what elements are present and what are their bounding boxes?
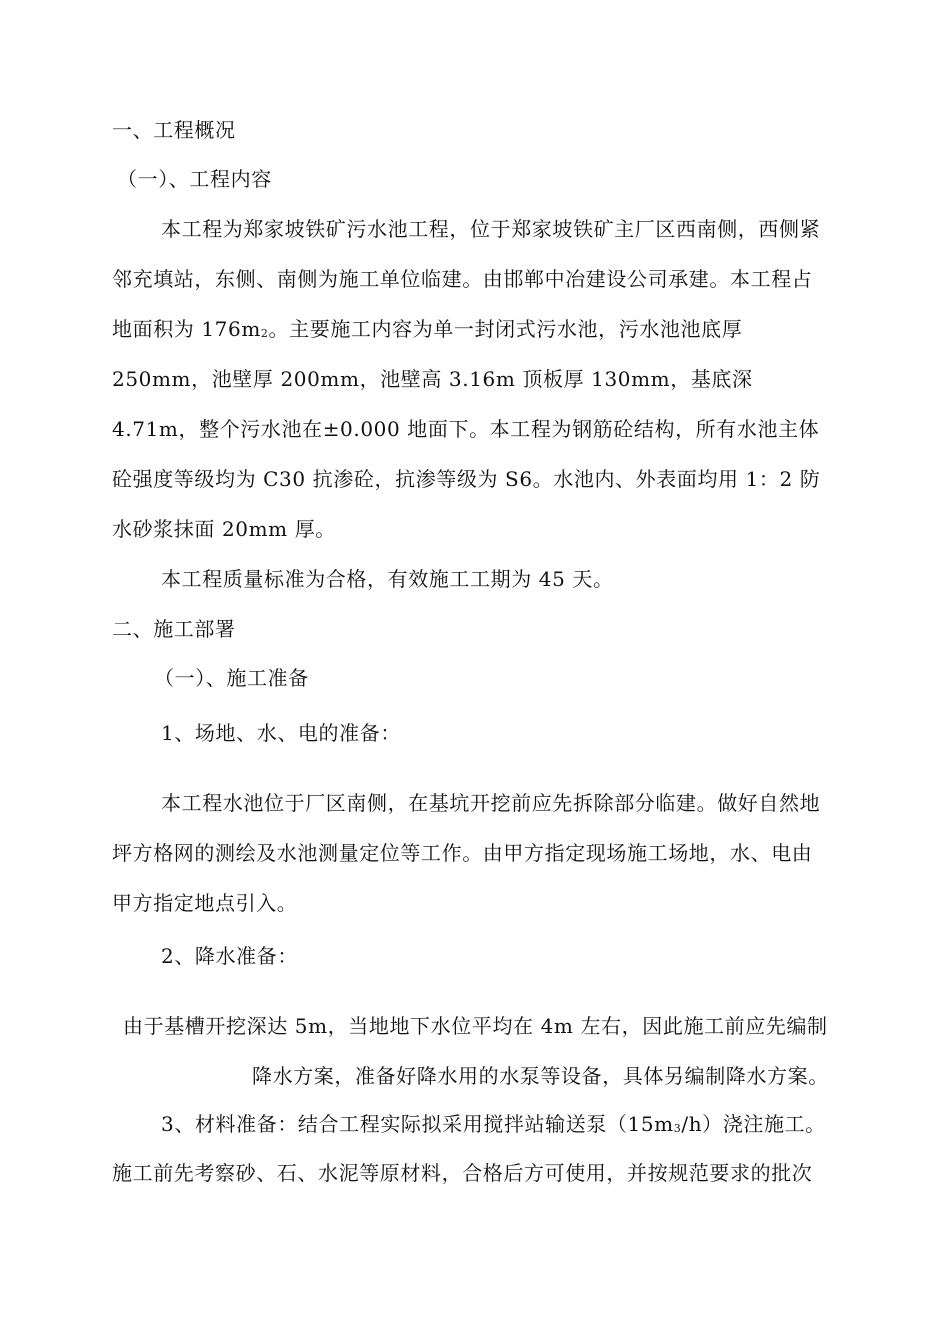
paragraph-line: 水砂浆抹面 20mm 厚。 [112, 517, 336, 541]
subsection-heading-1-1: （一）、工程内容 [117, 167, 272, 191]
section-heading-1: 一、工程概况 [112, 118, 236, 142]
paragraph-line: 邻充填站，东侧、南侧为施工单位临建。由邯郸中冶建设公司承建。本工程占 [112, 267, 813, 291]
paragraph-line [112, 316, 742, 342]
text-run: 3、材料准备：结合工程实际拟采用搅拌站输送泵（15m [161, 1112, 674, 1136]
text-run: 。主要施工内容为单一封闭式污水池，污水池池底厚 [268, 317, 743, 341]
subscript: 3 [673, 1122, 682, 1135]
paragraph-line: 坪方格网的测绘及水池测量定位等工作。由甲方指定现场施工场地，水、电由 [112, 841, 813, 865]
text-run: 地面积为 176m [112, 317, 261, 341]
text-run: /h）浇注施工。 [681, 1112, 826, 1136]
list-item-heading [161, 1111, 826, 1137]
paragraph-line: 施工前先考察砂、石、水泥等原材料，合格后方可使用，并按规范要求的批次 [112, 1161, 813, 1185]
paragraph-line: 砼强度等级均为 C30 抗渗砼，抗渗等级为 S6。水池内、外表面均用 1：2 防 [112, 467, 821, 491]
list-item-heading: 2、降水准备： [161, 944, 298, 968]
paragraph-line: 本工程质量标准为合格，有效施工工期为 45 天。 [161, 567, 614, 591]
paragraph-line: 甲方指定地点引入。 [112, 891, 298, 915]
paragraph-line: 降水方案，准备好降水用的水泵等设备，具体另编制降水方案。 [252, 1064, 829, 1088]
subscript: 2 [260, 327, 269, 340]
paragraph-line: 4.71m，整个污水池在±0.000 地面下。本工程为钢筋砼结构，所有水池主体 [112, 417, 820, 441]
subsection-heading-2-1: （一）、施工准备 [154, 666, 309, 690]
paragraph-line: 本工程为郑家坡铁矿污水池工程，位于郑家坡铁矿主厂区西南侧，西侧紧 [161, 217, 821, 241]
section-heading-2: 二、施工部署 [112, 617, 236, 641]
paragraph-line: 由于基槽开挖深达 5m，当地地下水位平均在 4m 左右，因此施工前应先编制 [123, 1014, 828, 1038]
paragraph-line: 250mm，池壁厚 200mm，池壁高 3.16m 顶板厚 130mm，基底深 [112, 367, 753, 391]
paragraph-line: 本工程水池位于厂区南侧，在基坑开挖前应先拆除部分临建。做好自然地 [161, 791, 821, 815]
list-item-heading: 1、场地、水、电的准备： [161, 721, 401, 745]
